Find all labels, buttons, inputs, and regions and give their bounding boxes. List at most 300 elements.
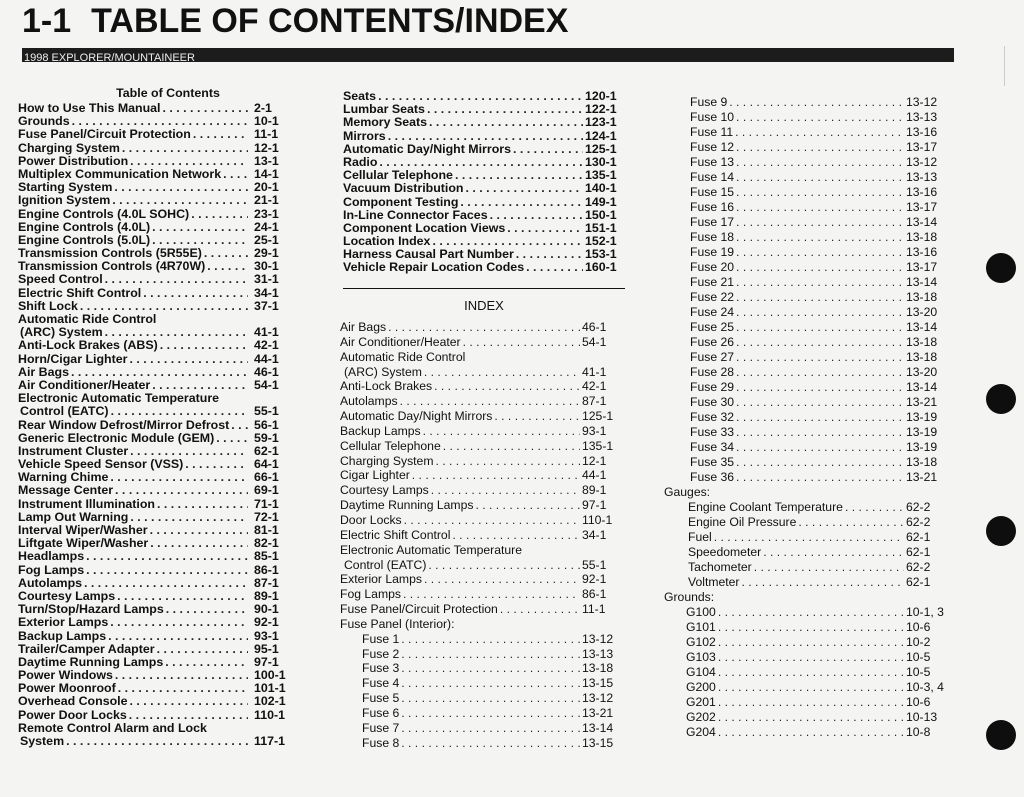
dot-leader <box>404 513 580 528</box>
index-entry-page: 54-1 <box>582 334 607 349</box>
toc-entry-page: 97-1 <box>254 655 279 669</box>
toc-entry-page: 66-1 <box>254 471 279 485</box>
toc-entry-title: Fog Lamps <box>18 563 85 577</box>
toc-entry-page: 31-1 <box>254 273 279 287</box>
dot-leader <box>736 380 904 395</box>
toc-entry <box>18 709 298 722</box>
index-entry-title: Cellular Telephone <box>340 438 441 453</box>
toc-entry-page: 124-1 <box>585 129 617 143</box>
dot-leader <box>845 500 904 515</box>
toc-entry <box>18 247 298 260</box>
index-entry-title: Cigar Lighter <box>340 468 410 483</box>
index-entry-page: 62-1 <box>906 545 931 559</box>
index-entry-title: Fuse Panel (Interior): <box>340 616 455 631</box>
index-entry-page: 87-1 <box>582 394 607 409</box>
index-entry-title: Fuse 21 <box>690 275 735 289</box>
index-entry-title: Fuse 27 <box>690 350 735 364</box>
index-entry <box>340 647 622 662</box>
toc-entry-page: 81-1 <box>254 524 279 537</box>
dot-leader <box>163 102 248 115</box>
toc-entry <box>18 577 298 590</box>
dot-leader <box>432 235 583 248</box>
index-entry <box>664 140 952 155</box>
index-entry <box>340 528 622 543</box>
index-entry-title: Exterior Lamps <box>340 572 422 587</box>
index-entry-title: Fuse 18 <box>690 230 735 244</box>
toc-entry-page: 89-1 <box>254 589 279 603</box>
toc-entry-title: Turn/Stop/Hazard Lamps <box>18 603 164 617</box>
toc-entry-title: Power Moonroof <box>18 682 116 696</box>
index-entry <box>340 409 622 424</box>
toc-entry-page: 149-1 <box>585 195 617 209</box>
index-entry-page: 42-1 <box>582 379 607 394</box>
toc-entry <box>18 524 298 537</box>
dot-leader <box>452 528 580 543</box>
index-entry <box>664 380 952 395</box>
dot-leader <box>428 558 580 573</box>
toc-entry <box>343 90 625 103</box>
index-entry <box>340 394 622 409</box>
dot-leader <box>424 572 580 587</box>
toc-entry-title: Remote Control Alarm and Lock <box>18 721 207 735</box>
toc-entry <box>18 564 298 577</box>
index-entry-page: 13-19 <box>906 425 938 439</box>
index-entry-title: Courtesy Lamps <box>340 483 429 498</box>
toc-entry <box>18 313 298 326</box>
toc-entry-page: 153-1 <box>585 248 617 262</box>
index-entry <box>664 590 952 605</box>
dot-leader <box>736 275 904 290</box>
index-entry-title: Fuse 2 <box>362 646 400 661</box>
index-entry-title: Fuse 30 <box>690 395 735 409</box>
index-entry-page: 13-14 <box>906 215 938 229</box>
index-entry <box>664 305 952 320</box>
toc-entry-page: 62-1 <box>254 444 279 458</box>
dot-leader <box>166 603 248 616</box>
toc-entry <box>18 643 298 656</box>
index-entry-page: 13-12 <box>906 155 938 169</box>
toc-entry-page: 24-1 <box>254 220 279 234</box>
toc-entry <box>18 181 298 194</box>
index-entry-title: G100 <box>686 605 716 619</box>
dot-leader <box>379 156 583 169</box>
toc-entry-page: 29-1 <box>254 247 279 261</box>
toc-entry <box>18 735 298 748</box>
dot-leader <box>443 439 580 454</box>
index-entry-page: 13-14 <box>582 720 614 735</box>
index-entry <box>340 721 622 736</box>
dot-leader <box>231 419 248 432</box>
toc-entry-page: 100-1 <box>254 669 286 683</box>
index-entry <box>664 695 952 710</box>
index-entry-page: 93-1 <box>582 423 607 438</box>
toc-entry-page: 152-1 <box>585 235 617 249</box>
index-entry <box>340 513 622 528</box>
dot-leader <box>494 409 580 424</box>
index-entry-title: Control (EATC) <box>344 557 427 572</box>
toc-entry <box>18 458 298 471</box>
index-entry-page: 13-16 <box>906 125 938 139</box>
index-entry <box>664 170 952 185</box>
index-entry <box>664 395 952 410</box>
index-entry-title: Fuse 4 <box>362 676 400 691</box>
dot-leader <box>105 326 248 339</box>
index-entry <box>664 215 952 230</box>
dot-leader <box>513 143 583 156</box>
toc-entry-title: Message Center <box>18 484 114 498</box>
toc-entry <box>343 182 625 195</box>
toc-entry-title: Multiplex Communication Network <box>18 167 222 181</box>
index-entry-title: Electric Shift Control <box>340 527 451 542</box>
dot-leader <box>157 643 248 656</box>
index-entry-title: G201 <box>686 695 716 709</box>
toc-entry-title: Courtesy Lamps <box>18 589 116 603</box>
toc-entry <box>343 143 625 156</box>
toc-entry-title: Ignition System <box>18 194 111 208</box>
toc-entry-title: System <box>20 735 65 748</box>
index-entry-page: 62-1 <box>906 575 931 589</box>
index-entry <box>664 530 952 545</box>
index-entry <box>340 320 622 335</box>
toc-entry-page: 86-1 <box>254 563 279 577</box>
index-entry-page: 13-16 <box>906 185 938 199</box>
index-entry-page: 13-12 <box>906 95 938 109</box>
index-entry <box>664 350 952 365</box>
index-entry-page: 55-1 <box>582 557 607 572</box>
toc-entry <box>18 379 298 392</box>
index-entry <box>340 454 622 469</box>
toc-entry <box>18 695 298 708</box>
index-entry-title: Fuse 5 <box>362 691 400 706</box>
toc-entry-title: Electric Shift Control <box>18 286 142 300</box>
toc-entry-page: 59-1 <box>254 431 279 445</box>
toc-entry-title: Power Distribution <box>18 154 129 168</box>
toc-entry-title: In-Line Connector Faces <box>343 208 488 222</box>
dot-leader <box>110 471 248 484</box>
dot-leader <box>185 458 248 471</box>
dot-leader <box>105 273 248 286</box>
toc-entry-page: 69-1 <box>254 484 279 498</box>
toc-entry <box>18 300 298 313</box>
toc-entry-title: Headlamps <box>18 550 85 564</box>
toc-entry-title: Instrument Cluster <box>18 444 129 458</box>
toc-column-2 <box>343 90 625 275</box>
index-entry-title: Fuse 29 <box>690 380 735 394</box>
toc-entry-title: Autolamps <box>18 576 83 590</box>
toc-entry-page: 13-1 <box>254 154 279 168</box>
toc-entry <box>18 102 298 115</box>
index-entry-page: 13-14 <box>906 380 938 394</box>
toc-entry <box>18 155 298 168</box>
index-entry <box>340 350 622 365</box>
index-entry-title: Engine Coolant Temperature <box>688 500 843 514</box>
toc-entry <box>18 287 298 300</box>
index-entry-page: 135-1 <box>582 438 614 453</box>
index-entry-page: 89-1 <box>582 483 607 498</box>
toc-entry-page: 151-1 <box>585 221 617 235</box>
index-entry-title: Fuse 3 <box>362 661 400 676</box>
binder-hole-1 <box>986 253 1016 283</box>
index-entry <box>340 706 622 721</box>
toc-entry-title: Memory Seats <box>343 116 428 130</box>
dot-leader <box>401 691 580 706</box>
index-entry-page: 13-13 <box>906 110 938 124</box>
index-entry <box>340 602 622 617</box>
page-edge-tab <box>1004 46 1024 86</box>
toc-entry-title: Cellular Telephone <box>343 169 453 183</box>
index-entry-title: Fuse 17 <box>690 215 735 229</box>
title-text: TABLE OF CONTENTS/INDEX <box>91 2 569 40</box>
index-entry-title: Fuse 9 <box>690 95 728 109</box>
dot-leader <box>388 320 580 335</box>
dot-leader <box>157 498 248 511</box>
index-entry-title: Gauges: <box>664 485 711 499</box>
index-entry <box>664 515 952 530</box>
toc-entry <box>343 169 625 182</box>
index-entry <box>664 110 952 125</box>
dot-leader <box>130 445 248 458</box>
toc-heading: Table of Contents <box>116 86 220 100</box>
index-entry-page: 13-18 <box>582 661 614 676</box>
dot-leader <box>736 350 904 365</box>
toc-entry-page: 95-1 <box>254 642 279 656</box>
toc-entry-page: 37-1 <box>254 299 279 313</box>
toc-entry-title: Engine Controls (4.0L SOHC) <box>18 207 190 221</box>
toc-list-1 <box>18 102 298 748</box>
dot-leader <box>763 545 904 560</box>
dot-leader <box>500 602 580 617</box>
binder-hole-2 <box>986 384 1016 414</box>
index-entry-title: Daytime Running Lamps <box>340 498 474 513</box>
dot-leader <box>401 721 580 736</box>
dot-leader <box>401 647 580 662</box>
dot-leader <box>736 320 904 335</box>
toc-entry-title: Starting System <box>18 181 113 195</box>
toc-entry <box>18 722 298 735</box>
index-entry-page: 13-12 <box>582 691 614 706</box>
index-entry-page: 13-18 <box>906 350 938 364</box>
index-entry-page: 34-1 <box>582 527 607 542</box>
toc-entry-title: Radio <box>343 155 378 169</box>
toc-entry-page: 130-1 <box>585 155 617 169</box>
dot-leader <box>729 95 904 110</box>
toc-entry-title: Speed Control <box>18 273 103 287</box>
toc-entry-title: Control (EATC) <box>20 405 109 419</box>
dot-leader <box>736 215 904 230</box>
toc-entry <box>18 445 298 458</box>
index-entry <box>340 676 622 691</box>
dot-leader <box>403 587 580 602</box>
index-entry <box>664 410 952 425</box>
dot-leader <box>110 616 248 629</box>
index-entry-page: 125-1 <box>582 409 614 424</box>
index-entry-title: Engine Oil Pressure <box>688 515 797 529</box>
toc-entry-page: 85-1 <box>254 550 279 564</box>
index-entry <box>664 605 952 620</box>
index-entry <box>340 617 622 632</box>
toc-entry-title: Exterior Lamps <box>18 616 109 630</box>
toc-entry-page: 102-1 <box>254 695 286 709</box>
index-list-1 <box>340 320 622 750</box>
index-entry-page: 44-1 <box>582 468 607 483</box>
toc-entry-title: Electronic Automatic Temperature <box>18 392 220 406</box>
dot-leader <box>736 455 904 470</box>
toc-entry-page: 64-1 <box>254 458 279 472</box>
index-entry <box>664 155 952 170</box>
dot-leader <box>431 483 580 498</box>
index-entry-title: Speedometer <box>688 545 762 559</box>
index-entry-page: 13-15 <box>582 676 614 691</box>
index-entry-title: Fuse 15 <box>690 185 735 199</box>
toc-entry-title: Lamp Out Warning <box>18 510 129 524</box>
dot-leader <box>526 261 583 274</box>
index-entry-page: 10-5 <box>906 650 931 664</box>
index-entry <box>340 468 622 483</box>
toc-entry-page: 87-1 <box>254 576 279 590</box>
toc-entry <box>18 208 298 221</box>
dot-leader <box>736 365 904 380</box>
toc-entry-title: How to Use This Manual <box>18 102 161 115</box>
toc-entry <box>18 234 298 247</box>
toc-entry-page: 135-1 <box>585 169 617 183</box>
index-entry-title: (ARC) System <box>344 364 422 379</box>
dot-leader <box>736 290 904 305</box>
toc-entry <box>18 326 298 339</box>
index-entry-title: Fuse 20 <box>690 260 735 274</box>
toc-column-1 <box>18 86 298 748</box>
dot-leader <box>735 125 904 140</box>
dot-leader <box>165 656 248 669</box>
toc-entry <box>18 405 298 418</box>
index-entry <box>664 575 952 590</box>
index-entry-page: 13-19 <box>906 410 938 424</box>
toc-entry <box>18 498 298 511</box>
dot-leader <box>736 170 904 185</box>
dot-leader <box>216 432 248 445</box>
index-entry-title: G104 <box>686 665 716 679</box>
index-entry-title: Fuse 32 <box>690 410 735 424</box>
dot-leader <box>736 140 904 155</box>
index-entry-title: Anti-Lock Brakes <box>340 379 433 394</box>
dot-leader <box>736 440 904 455</box>
toc-entry <box>343 196 625 209</box>
binder-hole-4 <box>986 720 1016 750</box>
index-list-2 <box>664 95 952 740</box>
index-entry-page: 13-20 <box>906 305 938 319</box>
toc-entry-page: 44-1 <box>254 352 279 366</box>
dot-leader <box>86 550 248 563</box>
toc-entry-page: 120-1 <box>585 90 617 103</box>
dot-leader <box>204 247 248 260</box>
toc-entry <box>18 656 298 669</box>
toc-entry-page: 92-1 <box>254 616 279 630</box>
dot-leader <box>736 185 904 200</box>
toc-entry <box>18 682 298 695</box>
dot-leader <box>150 524 248 537</box>
index-entry-title: Fuse 34 <box>690 440 735 454</box>
dot-leader <box>718 635 904 650</box>
toc-entry <box>18 221 298 234</box>
toc-entry <box>18 511 298 524</box>
index-entry <box>340 691 622 706</box>
index-entry-title: Fuse 19 <box>690 245 735 259</box>
dot-leader <box>736 395 904 410</box>
index-entry-title: Fuse Panel/Circuit Protection <box>340 602 498 617</box>
dot-leader <box>424 365 580 380</box>
page-title <box>22 2 568 41</box>
index-entry-title: Air Conditioner/Heater <box>340 334 461 349</box>
toc-entry-page: 23-1 <box>254 207 279 221</box>
toc-entry-page: 30-1 <box>254 260 279 274</box>
index-entry-page: 10-1, 3 <box>906 605 944 619</box>
toc-entry <box>18 353 298 366</box>
dot-leader <box>223 168 248 181</box>
index-entry-page: 46-1 <box>582 320 607 334</box>
toc-entry-title: Air Conditioner/Heater <box>18 378 151 392</box>
toc-entry <box>18 128 298 141</box>
index-entry-title: Fuse 13 <box>690 155 735 169</box>
index-entry <box>664 635 952 650</box>
index-entry-title: Fuse 1 <box>362 631 400 646</box>
index-entry <box>340 558 622 573</box>
dot-leader <box>108 630 248 643</box>
toc-entry-title: Vehicle Speed Sensor (VSS) <box>18 458 184 472</box>
toc-entry <box>18 630 298 643</box>
dot-leader <box>152 234 248 247</box>
dot-leader <box>401 676 580 691</box>
dot-leader <box>152 221 248 234</box>
dot-leader <box>191 208 248 221</box>
toc-entry <box>18 603 298 616</box>
index-entry-title: Fuel <box>688 530 712 544</box>
index-entry <box>340 572 622 587</box>
index-entry-title: Charging System <box>340 453 434 468</box>
dot-leader <box>475 498 580 513</box>
index-entry <box>664 260 952 275</box>
index-entry <box>664 560 952 575</box>
toc-entry <box>18 537 298 550</box>
toc-entry <box>343 248 625 261</box>
index-entry-page: 13-17 <box>906 140 938 154</box>
toc-entry <box>18 115 298 128</box>
dot-leader <box>434 379 580 394</box>
dot-leader <box>507 222 583 235</box>
dot-leader <box>463 335 580 350</box>
toc-entry-page: 150-1 <box>585 208 617 222</box>
index-entry-page: 13-18 <box>906 335 938 349</box>
index-entry-title: Fog Lamps <box>340 587 401 602</box>
toc-entry-page: 46-1 <box>254 365 279 379</box>
index-entry-title: Fuse 25 <box>690 320 735 334</box>
index-entry-page: 92-1 <box>582 572 607 587</box>
index-entry-page: 13-12 <box>582 631 614 646</box>
dot-leader <box>150 537 248 550</box>
index-entry-page: 13-13 <box>906 170 938 184</box>
index-entry-title: G101 <box>686 620 716 634</box>
toc-entry-title: Automatic Ride Control <box>18 313 157 326</box>
dot-leader <box>378 90 583 103</box>
dot-leader <box>718 725 904 740</box>
toc-entry <box>18 669 298 682</box>
dot-leader <box>736 155 904 170</box>
toc-entry-title: Interval Wiper/Washer <box>18 524 148 537</box>
index-entry-page: 10-5 <box>906 665 931 679</box>
toc-entry-page: 71-1 <box>254 497 279 511</box>
toc-entry <box>343 103 625 116</box>
toc-entry-page: 42-1 <box>254 339 279 353</box>
toc-entry-page: 25-1 <box>254 233 279 247</box>
index-entry-title: Voltmeter <box>688 575 740 589</box>
